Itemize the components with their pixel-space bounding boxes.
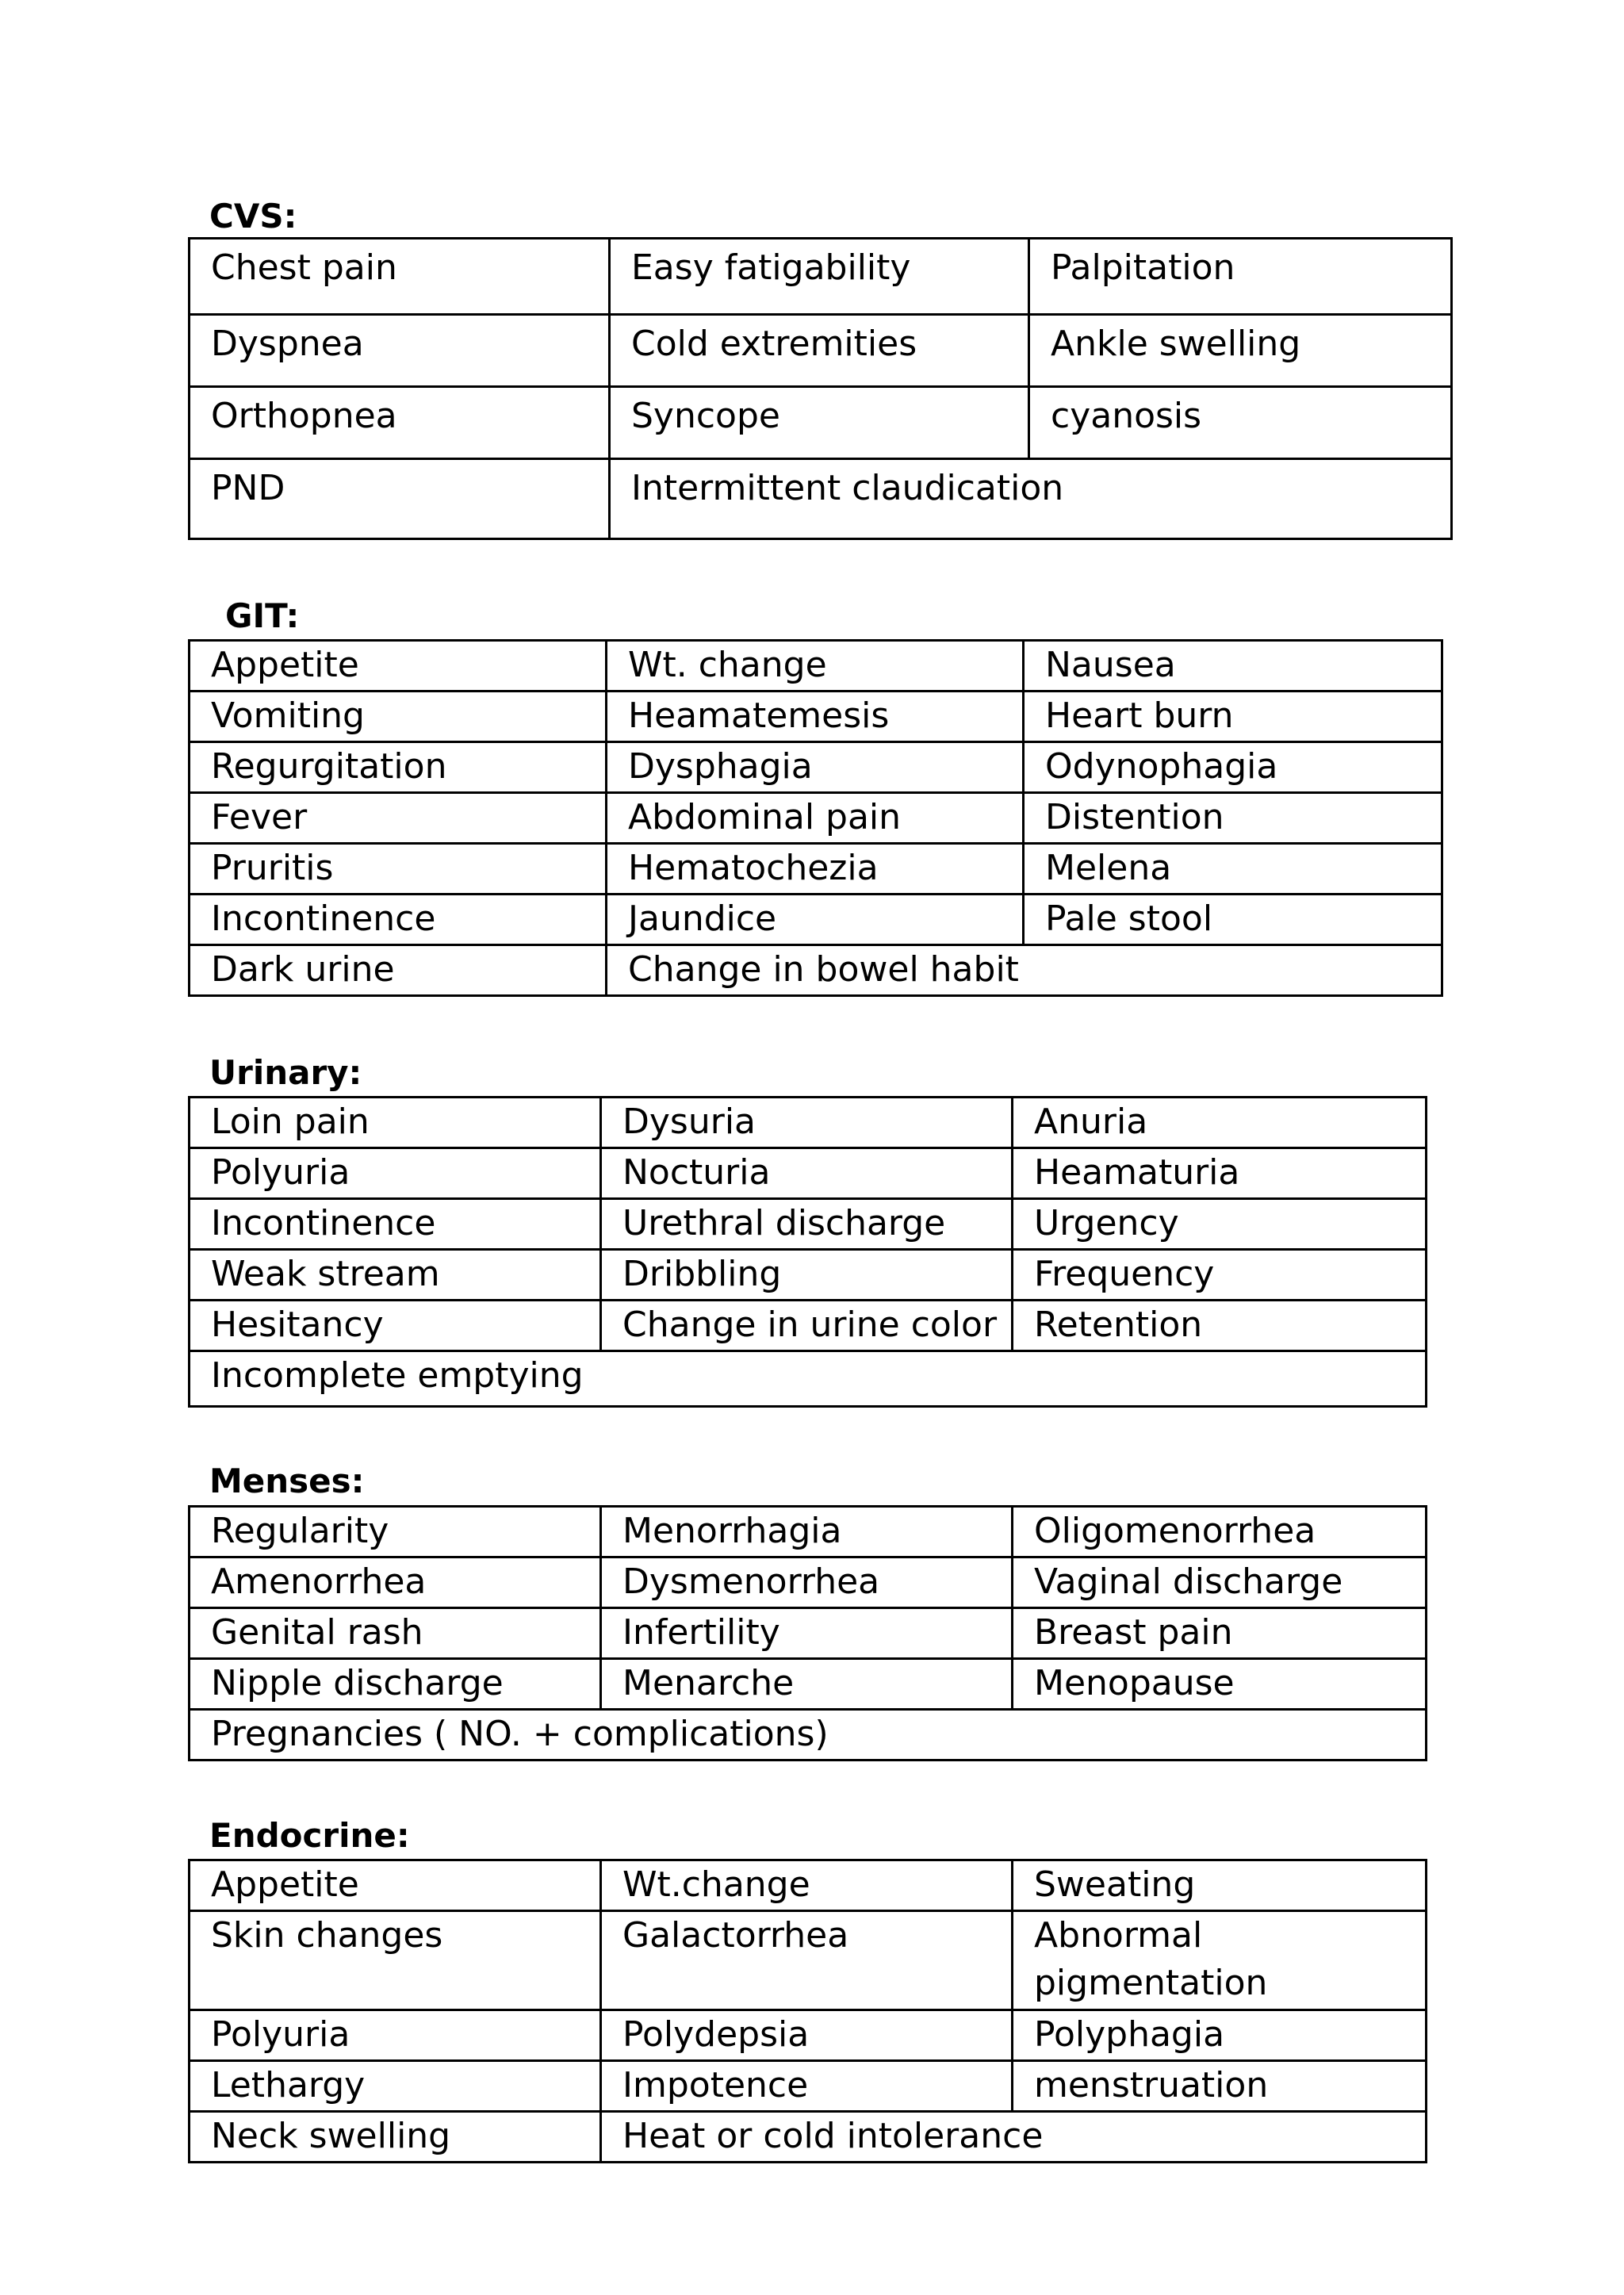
table-cell: menstruation bbox=[1013, 2061, 1427, 2112]
table-cell: Skin changes bbox=[190, 1911, 601, 2010]
table-cell: Appetite bbox=[190, 641, 607, 692]
table-cell: Neck swelling bbox=[190, 2112, 601, 2163]
table-cell: Odynophagia bbox=[1024, 742, 1442, 793]
table-cell: Easy fatigability bbox=[610, 239, 1029, 315]
table-row bbox=[190, 459, 1452, 539]
menses-table bbox=[188, 1505, 1427, 1761]
cvs-table bbox=[188, 237, 1453, 540]
table-cell: Weak stream bbox=[190, 1250, 601, 1301]
urinary-table bbox=[188, 1096, 1427, 1408]
table-cell: Change in bowel habit bbox=[607, 945, 1442, 996]
table-cell: Change in urine color bbox=[601, 1301, 1013, 1351]
table-cell: Galactorrhea bbox=[601, 1911, 1013, 2010]
table-cell: Wt.change bbox=[601, 1860, 1013, 1911]
table-cell: Heart burn bbox=[1024, 692, 1442, 742]
table-row bbox=[190, 844, 1442, 895]
table-cell: Nocturia bbox=[601, 1148, 1013, 1199]
table-row bbox=[190, 387, 1452, 459]
table-row bbox=[190, 1608, 1427, 1659]
table-cell: Vomiting bbox=[190, 692, 607, 742]
table-cell: Pregnancies ( NO. + complications) bbox=[190, 1710, 1427, 1761]
table-cell: Urgency bbox=[1013, 1199, 1427, 1250]
table-cell: Dysmenorrhea bbox=[601, 1557, 1013, 1608]
table-cell: Sweating bbox=[1013, 1860, 1427, 1911]
table-cell: Appetite bbox=[190, 1860, 601, 1911]
table-row bbox=[190, 1507, 1427, 1557]
table-cell: Fever bbox=[190, 793, 607, 844]
table-row bbox=[190, 742, 1442, 793]
table-cell: Polyphagia bbox=[1013, 2010, 1427, 2061]
table-row bbox=[190, 1659, 1427, 1710]
table-cell: Incontinence bbox=[190, 1199, 601, 1250]
table-row bbox=[190, 895, 1442, 945]
table-cell: Dysphagia bbox=[607, 742, 1024, 793]
table-row bbox=[190, 793, 1442, 844]
table-cell: Intermittent claudication bbox=[610, 459, 1452, 539]
table-cell: Urethral discharge bbox=[601, 1199, 1013, 1250]
table-cell: Cold extremities bbox=[610, 315, 1029, 387]
table-cell: Abnormal pigmentation bbox=[1013, 1911, 1427, 2010]
table-cell: Frequency bbox=[1013, 1250, 1427, 1301]
table-row bbox=[190, 1710, 1427, 1761]
table-cell: Menarche bbox=[601, 1659, 1013, 1710]
table-row bbox=[190, 315, 1452, 387]
table-cell: Ankle swelling bbox=[1029, 315, 1452, 387]
table-cell: Polydepsia bbox=[601, 2010, 1013, 2061]
table-cell: Palpitation bbox=[1029, 239, 1452, 315]
table-cell: Regurgitation bbox=[190, 742, 607, 793]
table-row bbox=[190, 1148, 1427, 1199]
git-heading: GIT: bbox=[225, 596, 300, 635]
table-cell: Anuria bbox=[1013, 1098, 1427, 1148]
table-cell: Loin pain bbox=[190, 1098, 601, 1148]
table-row bbox=[190, 2112, 1427, 2163]
table-row bbox=[190, 1911, 1427, 2010]
table-cell: Incontinence bbox=[190, 895, 607, 945]
table-cell: Polyuria bbox=[190, 2010, 601, 2061]
table-cell: Orthopnea bbox=[190, 387, 610, 459]
menses-heading: Menses: bbox=[209, 1462, 365, 1500]
table-cell: Incomplete emptying bbox=[190, 1351, 1427, 1407]
table-cell: Polyuria bbox=[190, 1148, 601, 1199]
table-row bbox=[190, 1860, 1427, 1911]
table-row bbox=[190, 1351, 1427, 1407]
table-cell: cyanosis bbox=[1029, 387, 1452, 459]
table-cell: Genital rash bbox=[190, 1608, 601, 1659]
table-cell: Menorrhagia bbox=[601, 1507, 1013, 1557]
table-cell: Heamaturia bbox=[1013, 1148, 1427, 1199]
table-cell: Nausea bbox=[1024, 641, 1442, 692]
table-cell: Vaginal discharge bbox=[1013, 1557, 1427, 1608]
table-cell: Jaundice bbox=[607, 895, 1024, 945]
table-cell: PND bbox=[190, 459, 610, 539]
table-row bbox=[190, 692, 1442, 742]
git-table bbox=[188, 639, 1443, 997]
urinary-heading: Urinary: bbox=[209, 1053, 362, 1092]
table-cell: Heat or cold intolerance bbox=[601, 2112, 1427, 2163]
table-cell: Dyspnea bbox=[190, 315, 610, 387]
table-cell: Nipple discharge bbox=[190, 1659, 601, 1710]
table-cell: Pale stool bbox=[1024, 895, 1442, 945]
table-cell: Chest pain bbox=[190, 239, 610, 315]
table-cell: Dribbling bbox=[601, 1250, 1013, 1301]
table-row bbox=[190, 1301, 1427, 1351]
table-cell: Hesitancy bbox=[190, 1301, 601, 1351]
table-cell: Melena bbox=[1024, 844, 1442, 895]
table-cell: Oligomenorrhea bbox=[1013, 1507, 1427, 1557]
table-cell: Infertility bbox=[601, 1608, 1013, 1659]
table-cell: Distention bbox=[1024, 793, 1442, 844]
table-cell: Regularity bbox=[190, 1507, 601, 1557]
table-cell: Pruritis bbox=[190, 844, 607, 895]
table-row bbox=[190, 1557, 1427, 1608]
table-cell: Menopause bbox=[1013, 1659, 1427, 1710]
table-cell: Impotence bbox=[601, 2061, 1013, 2112]
table-cell: Heamatemesis bbox=[607, 692, 1024, 742]
table-cell: Abdominal pain bbox=[607, 793, 1024, 844]
table-cell: Breast pain bbox=[1013, 1608, 1427, 1659]
table-cell: Syncope bbox=[610, 387, 1029, 459]
endocrine-table bbox=[188, 1859, 1427, 2163]
table-row bbox=[190, 1199, 1427, 1250]
table-row bbox=[190, 2010, 1427, 2061]
table-cell: Amenorrhea bbox=[190, 1557, 601, 1608]
table-cell: Retention bbox=[1013, 1301, 1427, 1351]
table-cell: Hematochezia bbox=[607, 844, 1024, 895]
cvs-heading: CVS: bbox=[209, 197, 297, 236]
table-cell: Dark urine bbox=[190, 945, 607, 996]
table-row bbox=[190, 239, 1452, 315]
table-row bbox=[190, 1250, 1427, 1301]
table-row bbox=[190, 641, 1442, 692]
endocrine-heading: Endocrine: bbox=[209, 1816, 410, 1855]
table-row bbox=[190, 945, 1442, 996]
table-row bbox=[190, 2061, 1427, 2112]
table-cell: Wt. change bbox=[607, 641, 1024, 692]
table-cell: Lethargy bbox=[190, 2061, 601, 2112]
table-row bbox=[190, 1098, 1427, 1148]
table-cell: Dysuria bbox=[601, 1098, 1013, 1148]
